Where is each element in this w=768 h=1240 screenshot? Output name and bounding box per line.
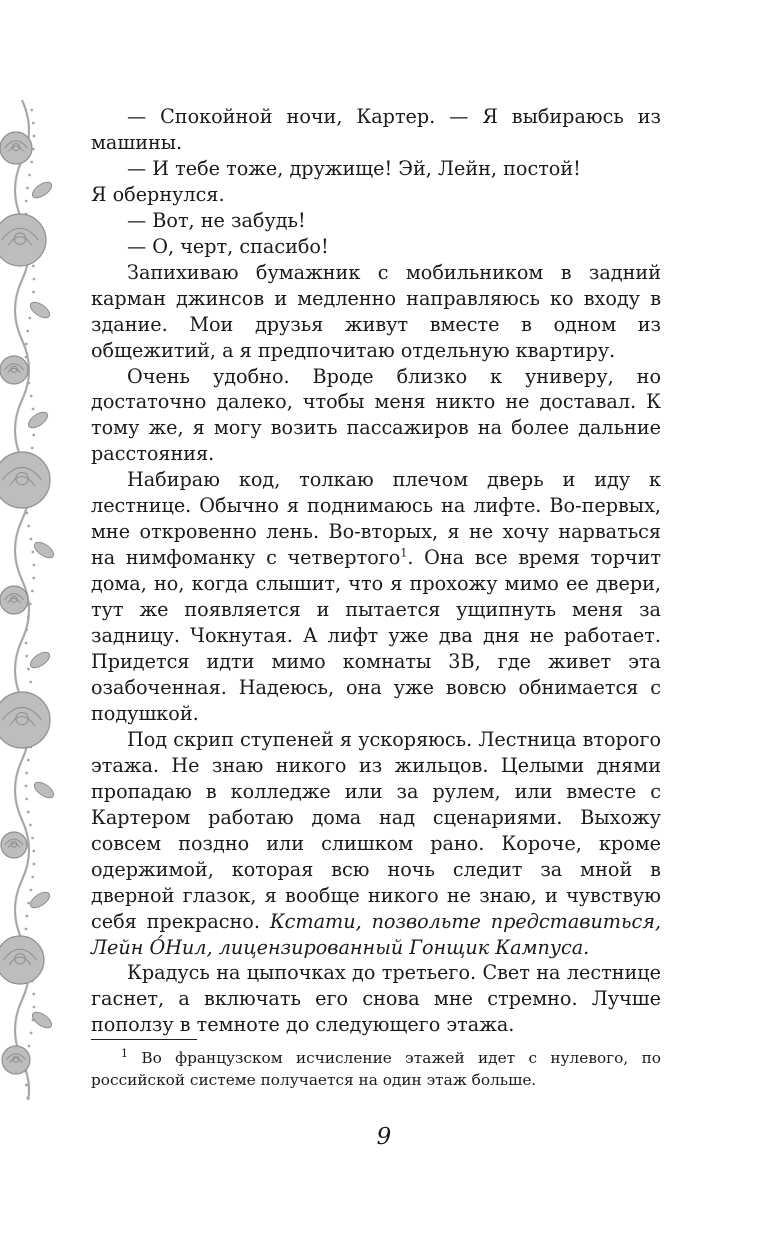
vine-bead — [31, 590, 34, 593]
text-run: — О, черт, спасибо! — [127, 234, 329, 258]
text-run: . Она все время торчит дома, но, когда слышит, что я прохожу мимо ее двери, тут же появляется и пытается ущипнуть меня за задницу. Чокнутая. А лифт уже два дня не работает. Придется идти мимо комнаты 3В, где живет эта озабоченная. Надеюсь, она уже вовсю обнимается с подушкой. — [91, 546, 661, 725]
vine-bead — [29, 824, 32, 827]
vine-bead — [31, 837, 34, 840]
vine-bead — [26, 187, 29, 190]
vine-bead — [25, 915, 28, 918]
rose-icon — [0, 936, 44, 984]
text-run: — Спокойной ночи, Картер. — Я выбираюсь из машины. — [91, 105, 661, 154]
vine-bead — [32, 863, 35, 866]
footnote-body: Во французском исчисление этажей идет с нулевого, по российской системе получается на один этаж больше. — [91, 1049, 661, 1089]
text-run: — Вот, не забудь! — [127, 208, 306, 232]
paragraph — [91, 960, 661, 1038]
vine-bead — [25, 1084, 28, 1087]
vine-bead — [28, 317, 31, 320]
text-run: Под скрип ступеней я ускоряюсь. Лестница второго этажа. Не знаю никого из жильцов. Целыми днями пропадаю в колледже или за рулем, или вместе с Картером работаю дома над сценариями. Выхожу совсем поздно или слишком рано. Короче, кроме одержимой, которая всю ночь следит за мной в дверной глазок, я вообще никого не знаю, и чувствую себя прекрасно. — [91, 727, 661, 933]
rose-icon — [0, 214, 46, 266]
vine-bead — [32, 265, 35, 268]
vine-bead — [28, 174, 31, 177]
footnote — [91, 1047, 661, 1091]
paragraph — [91, 260, 661, 364]
vine-bead — [25, 200, 28, 203]
vine-bead — [25, 772, 28, 775]
vine-bead — [33, 135, 36, 138]
vine-bead — [27, 525, 30, 528]
vine-bead — [27, 811, 30, 814]
vine-bead — [32, 122, 35, 125]
paragraph — [91, 156, 661, 182]
vine-bead — [27, 1045, 30, 1048]
vine-bead — [25, 512, 28, 515]
vine-bead — [33, 278, 36, 281]
leaf-icon — [32, 779, 56, 801]
vine-bead — [27, 616, 30, 619]
leaf-icon — [26, 409, 50, 431]
footnote-text — [91, 1047, 661, 1091]
vine-bead — [25, 629, 28, 632]
vine-bead — [30, 161, 33, 164]
vine-bead — [25, 928, 28, 931]
footnote-ref: 1 — [400, 546, 408, 560]
vine-bead — [33, 1006, 36, 1009]
text-run: Крадусь на цыпочках до третьего. Свет на лестнице гаснет, а включать его снова мне стремно. Лучше поползу в темноте до следующего этажа. — [91, 961, 661, 1037]
vine-bead — [31, 447, 34, 450]
vine-bead — [33, 564, 36, 567]
paragraph — [91, 104, 661, 156]
vine-bead — [30, 538, 33, 541]
vine-bead — [25, 356, 28, 359]
vine-bead — [29, 681, 32, 684]
main-text — [91, 104, 661, 1038]
rose-icon — [0, 452, 50, 508]
leaf-icon — [28, 299, 52, 321]
vine-bead — [30, 1032, 33, 1035]
italic-text: Кстати, позвольте представиться, Лейн О́Нил, лицензированный Гонщик Кампуса. — [91, 909, 661, 959]
footnote-separator — [91, 1039, 197, 1040]
vine-bead — [31, 876, 34, 879]
leaf-icon — [32, 539, 56, 561]
paragraph — [91, 234, 661, 260]
vine-bead — [25, 642, 28, 645]
paragraph — [91, 364, 661, 468]
page-number: 9 — [376, 1124, 392, 1150]
paragraph — [91, 182, 661, 208]
vine-bead — [26, 330, 29, 333]
vine-bead — [32, 291, 35, 294]
vine-bead — [26, 1097, 29, 1100]
vine-bead — [29, 889, 32, 892]
vine-bead — [32, 408, 35, 411]
text-run: Я обернулся. — [91, 182, 225, 206]
vine-bead — [30, 395, 33, 398]
text-run: Запихиваю бумажник с мобильником в задний карман джинсов и медленно направляюсь ко входу в здание. Мои друзья живут вместе в одном из общежитий, а я предпочитаю отдельную квартиру. — [91, 260, 661, 362]
vine-bead — [32, 993, 35, 996]
text-run: Набираю код, толкаю плечом дверь и иду к лестнице. Обычно я поднимаюсь на лифте. Во-первых, мне откровенно лень. Во-вторых, я не хочу нарваться на нимфоманку с четвертого — [91, 468, 661, 570]
leaf-icon — [28, 649, 52, 671]
vine-bead — [25, 785, 28, 788]
vine-bead — [25, 798, 28, 801]
vine-bead — [28, 382, 31, 385]
vine-bead — [29, 603, 32, 606]
rose-vine-ornament — [0, 100, 60, 1100]
vine-bead — [32, 850, 35, 853]
text-run: — И тебе тоже, дружище! Эй, Лейн, постой! — [127, 156, 581, 180]
vine-bead — [32, 577, 35, 580]
vine-bead — [27, 668, 30, 671]
vine-bead — [27, 902, 30, 905]
footnote-marker: 1 — [121, 1046, 128, 1060]
vine-bead — [31, 551, 34, 554]
vine-bead — [27, 759, 30, 762]
vine-bead — [32, 434, 35, 437]
paragraph — [91, 467, 661, 727]
paragraph — [91, 727, 661, 961]
paragraph — [91, 208, 661, 234]
vine-bead — [25, 655, 28, 658]
rose-icon — [0, 692, 50, 748]
vine-bead — [25, 343, 28, 346]
leaf-icon — [28, 889, 52, 911]
vine-bead — [30, 109, 33, 112]
leaf-icon — [30, 179, 54, 201]
text-run: Очень удобно. Вроде близко к универу, но достаточно далеко, чтобы меня никто не доставал. К тому же, я могу возить пассажиров на более дальние расстояния. — [91, 364, 661, 466]
